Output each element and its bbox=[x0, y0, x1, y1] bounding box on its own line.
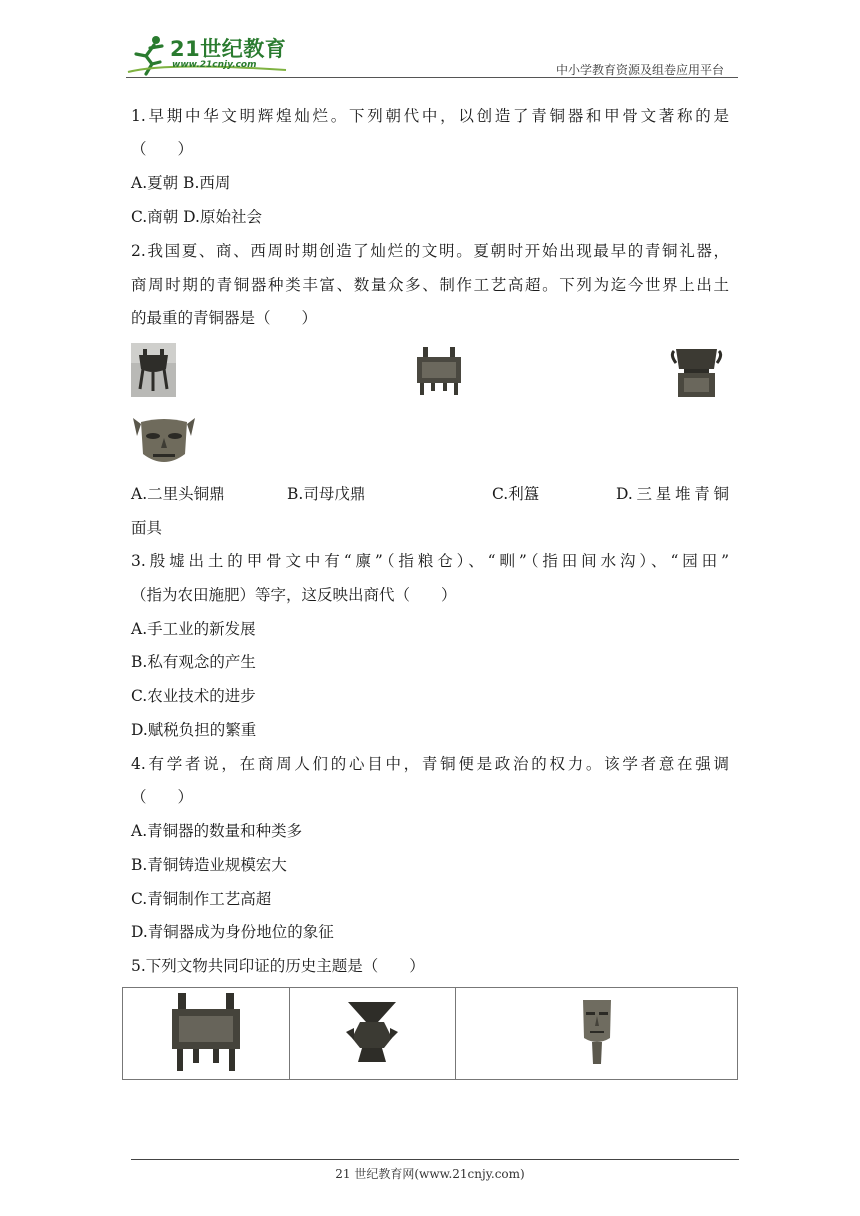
q2-option-b: B.司母戊鼎 bbox=[287, 485, 366, 503]
q4-option-a: A.青铜器的数量和种类多 bbox=[131, 822, 303, 840]
platform-tagline: 中小学教育资源及组卷应用平台 bbox=[555, 63, 724, 77]
q3-option-a: A.手工业的新发展 bbox=[131, 620, 256, 638]
q3-option-c: C.农业技术的进步 bbox=[131, 687, 256, 705]
square-ding-icon bbox=[413, 345, 465, 397]
zun-vessel-icon bbox=[344, 1000, 400, 1064]
q4-stem: 4.有学者说，在商周人们的心目中，青铜便是政治的权力。该学者意在强调 bbox=[131, 755, 729, 773]
q3-option-b: B.私有观念的产生 bbox=[131, 653, 256, 671]
relic-cell-3 bbox=[456, 988, 738, 1080]
q2-stem: 2.我国夏、商、西周时期创造了灿烂的文明。夏朝时开始出现最早的青铜礼器， bbox=[131, 242, 729, 260]
q4-option-d: D.青铜器成为身份地位的象征 bbox=[131, 923, 334, 941]
bronze-head-icon bbox=[580, 998, 614, 1066]
q3-stem: 3.殷墟出土的甲骨文中有“廪”（指粮仓）、“甽”（指田间水沟）、“园田” bbox=[131, 552, 729, 570]
q3-option-d: D.赋税负担的繁重 bbox=[131, 721, 257, 739]
relic-cell-2 bbox=[289, 988, 456, 1080]
q2-option-d-cont: 面具 bbox=[131, 519, 163, 537]
q5-relic-table bbox=[122, 987, 738, 1080]
q3-stem-cont: （指为农田施肥）等字，这反映出商代（ ） bbox=[131, 586, 457, 604]
q2-option-c: C.利簋 bbox=[492, 485, 540, 503]
q1-stem-cont: （ ） bbox=[131, 140, 194, 158]
q4-option-c: C.青铜制作工艺高超 bbox=[131, 890, 272, 908]
q1-stem: 1.早期中华文明辉煌灿烂。下列朝代中，以创造了青铜器和甲骨文著称的是 bbox=[131, 107, 729, 125]
tripod-icon bbox=[131, 343, 176, 397]
logo-wordmark: 21世纪教育 bbox=[170, 37, 287, 61]
q4-option-b: B.青铜铸造业规模宏大 bbox=[131, 856, 287, 874]
q4-stem-cont: （ ） bbox=[131, 788, 194, 806]
q1-options-ab: A.夏朝 B.西周 bbox=[131, 174, 231, 192]
page-header bbox=[126, 30, 738, 78]
header-divider bbox=[126, 77, 738, 78]
q2-option-a: A.二里头铜鼎 bbox=[131, 485, 225, 503]
relic-cell-1 bbox=[123, 988, 290, 1080]
bronze-mask-icon bbox=[131, 414, 197, 472]
q2-stem-cont: 商周时期的青铜器种类丰富、数量众多、制作工艺高超。下列为迄今世界上出土 bbox=[131, 276, 729, 294]
square-ding-icon bbox=[166, 991, 246, 1073]
footer-text: 21 世纪教育网(www.21cnjy.com) bbox=[335, 1167, 525, 1181]
q2-stem-cont-2: 的最重的青铜器是（ ） bbox=[131, 309, 318, 327]
q1-options-cd: C.商朝 D.原始社会 bbox=[131, 208, 262, 226]
gui-vessel-icon bbox=[668, 345, 725, 399]
q5-stem: 5.下列文物共同印证的历史主题是（ ） bbox=[131, 957, 425, 975]
q2-option-d: D.三星堆青铜 bbox=[616, 485, 729, 503]
logo-url: www.21cnjy.com bbox=[172, 60, 257, 70]
footer-divider bbox=[131, 1159, 739, 1160]
